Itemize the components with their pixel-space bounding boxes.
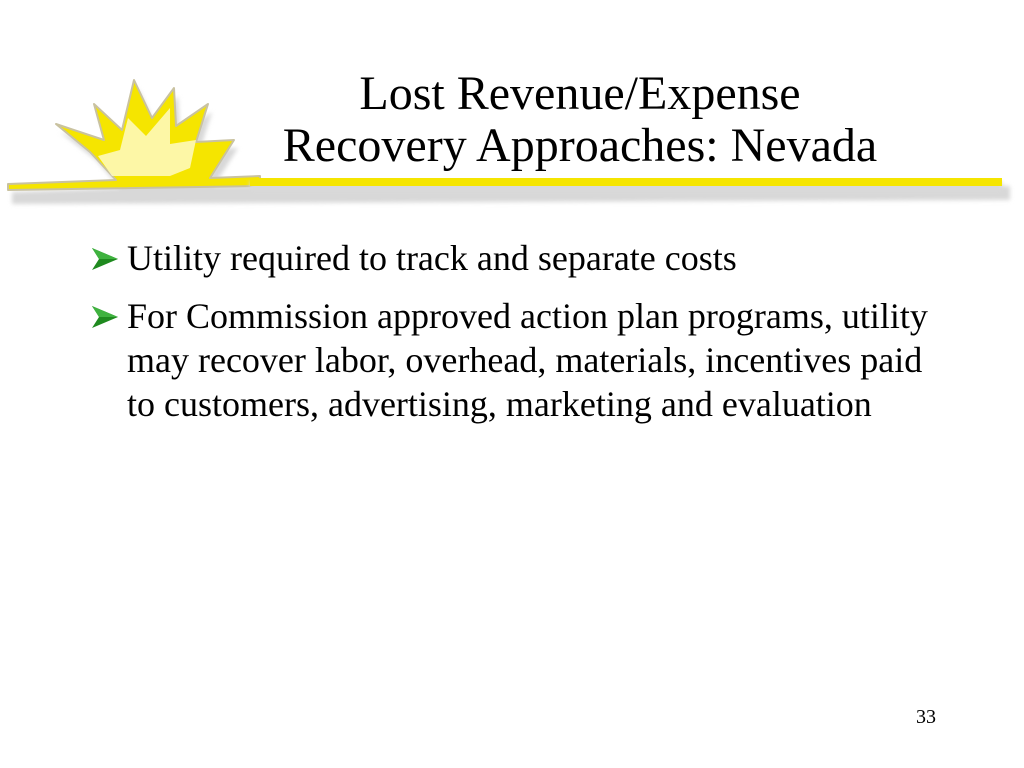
bullet-item [90,294,950,426]
bullet-list [90,236,950,440]
bullet-text: Utility required to track and separate costs [127,238,737,278]
bullet-item [90,236,950,280]
title-line-2: Recovery Approaches: Nevada [282,119,878,172]
title-line-1: Lost Revenue/Expense [359,67,801,120]
bullet-text: For Commission approved action plan programs, utility may recover labor, overhead, materials, incentives paid to customers, advertising, marketing and evaluation [127,296,928,424]
page-number: 33 [916,706,936,728]
slide-title [200,68,960,172]
title-underline [250,178,1002,193]
arrow-bullet-icon [90,246,120,272]
arrow-bullet-icon [90,304,120,330]
